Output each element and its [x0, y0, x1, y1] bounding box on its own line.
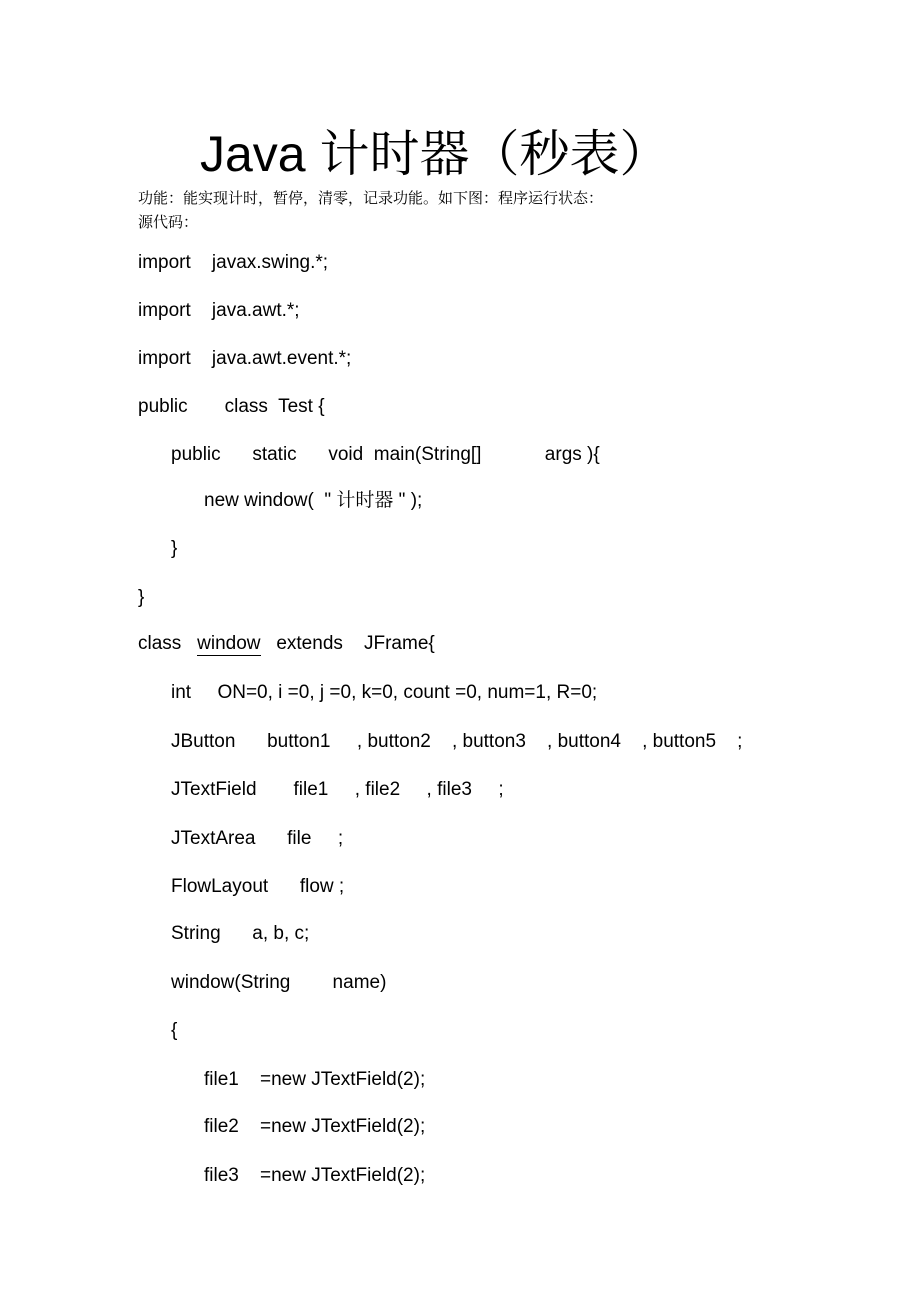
code-line: } — [171, 538, 178, 559]
code-line — [138, 632, 435, 656]
code-keyword: extends JFrame{ — [260, 633, 435, 654]
code-line: String a, b, c; — [171, 923, 310, 944]
code-line: file1 =new JTextField(2); — [204, 1069, 426, 1090]
code-line: } — [138, 587, 145, 608]
code-line: import java.awt.*; — [138, 300, 300, 321]
code-line: new window( " 计时器 " ); — [204, 490, 423, 511]
code-line: file2 =new JTextField(2); — [204, 1116, 426, 1137]
source-code-label: 源代码： — [138, 213, 199, 231]
underlined-class-name: window — [197, 633, 261, 654]
code-line: public class Test { — [138, 396, 325, 417]
code-line: public static void main(String[] args ){ — [171, 444, 600, 465]
code-line: int ON=0, i =0, j =0, k=0, count =0, num=1, R=0; — [171, 682, 598, 703]
code-line: JButton button1 , button2 , button3 , button4 , button5 ; — [171, 731, 743, 752]
code-line: { — [171, 1020, 178, 1041]
code-line: file3 =new JTextField(2); — [204, 1165, 426, 1186]
feature-description: 功能：能实现计时，暂停，清零，记录功能。如下图：程序运行状态： — [138, 189, 604, 207]
code-line: import java.awt.event.*; — [138, 348, 352, 369]
code-line: JTextField file1 , file2 , file3 ; — [171, 779, 504, 800]
code-line: window(String name) — [171, 972, 387, 993]
document-title: Java 计时器（秒表） — [200, 126, 670, 182]
code-keyword: class — [138, 633, 198, 654]
code-line: JTextArea file ; — [171, 828, 344, 849]
code-line: import javax.swing.*; — [138, 252, 329, 273]
code-line: FlowLayout flow ; — [171, 876, 345, 897]
